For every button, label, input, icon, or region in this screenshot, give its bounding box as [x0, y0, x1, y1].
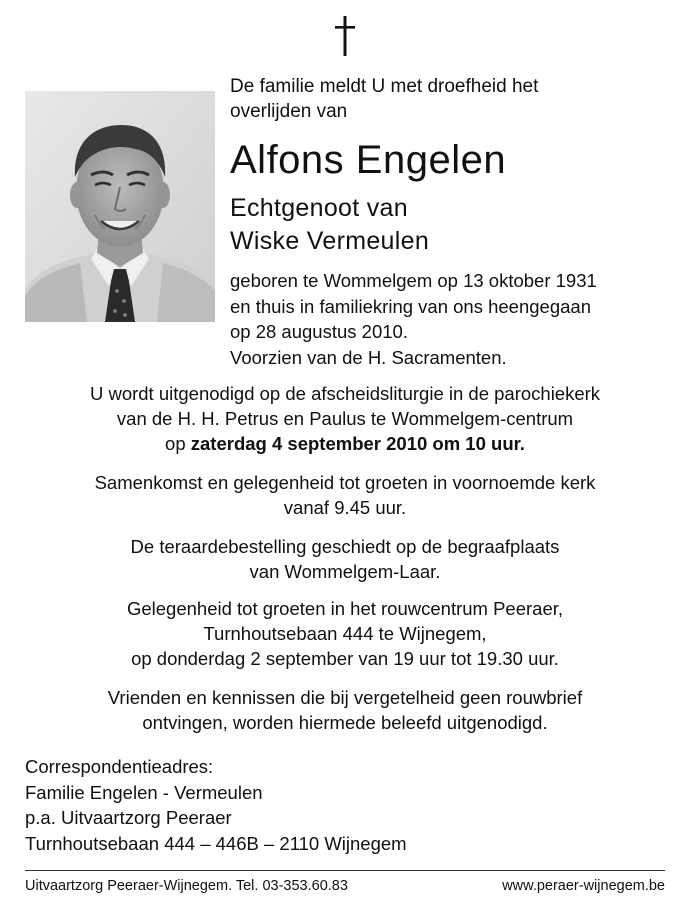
ceremony-line: van de H. H. Petrus en Paulus te Wommelgem-centrum	[116, 408, 574, 429]
ceremony-invitation	[0, 381, 690, 456]
ceremony-date-line	[0, 431, 690, 456]
ceremony-date-prefix: op	[165, 433, 191, 454]
viewing-line: op donderdag 2 september van 19 uur tot 19.30 uur.	[131, 648, 559, 669]
friends-line: ontvingen, worden hiermede beleefd uitgenodigd.	[142, 712, 548, 733]
spouse-name: Wiske Vermeulen	[230, 227, 430, 255]
viewing-line: Turnhoutsebaan 444 te Wijnegem,	[203, 623, 487, 644]
funeral-home-contact: Uitvaartzorg Peeraer-Wijnegem. Tel. 03-353.60.83	[25, 878, 348, 894]
burial-info	[0, 534, 690, 584]
sacraments-line: Voorzien van de H. Sacramenten.	[230, 346, 507, 368]
ceremony-date: zaterdag 4 september 2010 om 10 uur.	[190, 433, 525, 454]
ceremony-line: U wordt uitgenodigd op de afscheidsliturgie in de parochiekerk	[89, 383, 601, 404]
friends-note	[0, 685, 690, 735]
footer-divider	[25, 870, 665, 871]
website-link[interactable]: www.peraer-wijnegem.be	[502, 878, 665, 894]
gathering-info	[0, 470, 690, 520]
viewing-info	[0, 596, 690, 671]
birth-line: geboren te Wommelgem op 13 oktober 1931	[230, 270, 597, 291]
spouse-info	[230, 192, 429, 258]
cross-icon	[330, 14, 360, 58]
address-line: p.a. Uitvaartzorg Peeraer	[25, 807, 232, 828]
passing-date-line: op 28 augustus 2010.	[230, 321, 408, 342]
portrait-photo	[25, 91, 215, 322]
intro-line: overlijden van	[230, 101, 348, 122]
intro-line: De familie meldt U met droefheid het	[230, 76, 539, 97]
spouse-line: Echtgenoot van	[230, 194, 408, 222]
address-line: Familie Engelen - Vermeulen	[25, 781, 263, 803]
burial-line: De teraardebestelling geschiedt op de begraafplaats	[130, 536, 560, 557]
passing-line: en thuis in familiekring van ons heengegaan	[230, 295, 591, 317]
address-line: Turnhoutsebaan 444 – 446B – 2110 Wijnegem	[25, 832, 407, 854]
viewing-line: Gelegenheid tot groeten in het rouwcentrum Peeraer,	[126, 598, 564, 619]
intro-text	[230, 74, 670, 124]
correspondence-address	[25, 754, 407, 856]
correspondence-heading: Correspondentieadres:	[25, 756, 214, 777]
deceased-name: Alfons Engelen	[230, 138, 507, 182]
gathering-line: Samenkomst en gelegenheid tot groeten in voornoemde kerk	[94, 472, 596, 493]
life-details	[230, 268, 680, 370]
burial-line: van Wommelgem-Laar.	[249, 561, 441, 582]
gathering-line: vanaf 9.45 uur.	[283, 497, 407, 518]
friends-line: Vrienden en kennissen die bij vergetelheid geen rouwbrief	[107, 687, 583, 708]
